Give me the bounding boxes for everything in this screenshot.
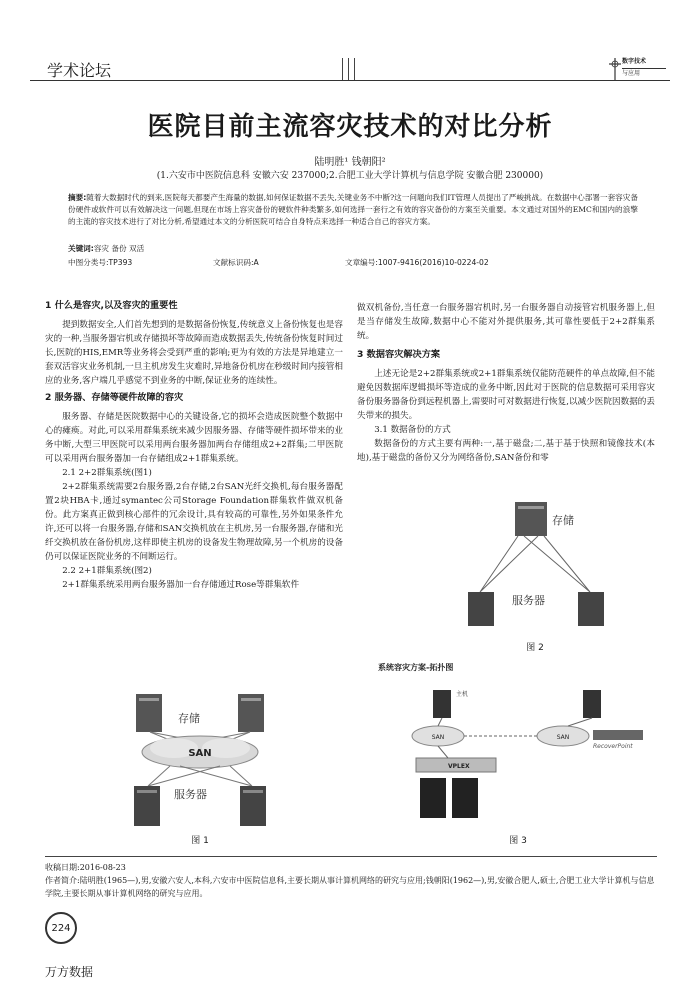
fig3-host-left [433,690,451,718]
subheading-3-1: 3.1 数据备份的方式 [374,425,451,435]
para-3: 2+2群集系统需要2台服务器,2台存储,2台SAN光纤交换机,每台服务器配置2块HBA卡,通过symantec公司Storage Foundation群集软件做双机备份。此方案真正做到核心部件的冗余设计,具有较高的可靠性,另外如果条件允许,还可以将一台服务器,存储和SAN交换机放在主机房,另一台服务器,存储和光纤交换机放在备份机房,这样即使主机房的设备发生物理故障,另一个机房的设备仍可以保证医院业务的不间断运行。 [45,482,343,562]
figure-3-caption: 图 3 [509,836,527,846]
fig3-san-label-left: SAN [431,734,445,741]
subheading-2-2: 2.2 2+1群集系统(图2) [62,566,152,576]
fig3-storage-2 [452,778,478,818]
fig3-san-label-right: SAN [556,734,570,741]
fig3-storage-1 [420,778,446,818]
brand-mark-icon [608,56,622,82]
doc-code: 文献标识码:A [213,258,259,267]
keywords-text: 容灾 备份 双活 [93,244,145,253]
section-label: 学术论坛 [47,61,112,80]
right-column [357,301,655,465]
keywords [68,243,144,254]
fig3-recoverpoint-device [593,730,643,740]
figure-3-diagram [378,660,658,830]
wanfang-watermark: 万方数据 [45,965,94,979]
affiliation: (1.六安市中医院信息科 安徽六安 237000;2.合肥工业大学计算机与信息学院 安徽合肥 230000) [156,171,544,181]
header-rule [30,80,670,81]
authors: 陆明胜¹ 钱朝阳² [314,157,386,168]
fig2-server-right [578,592,604,626]
fig2-server-left [468,592,494,626]
para-r3: 数据备份的方式主要有两种:一,基于磁盘;二,基于基于快照和镜像技术(本地),基于磁盘的备份又分为网络备份,SAN备份和零 [357,439,655,463]
para-1: 提到数据安全,人们首先想到的是数据备份恢复,传统意义上备份恢复也是容灾的一种,当服务器宕机或存储损坏等故障而造成数据丢失,传统备份恢复时间过长,医院的HIS,EMR等业务将会受到严重的影响;更为有效的方法是异地建立一套双活容灾业务机制,一旦主机房发生灾难时,异地备份机房在秒级时间内接管相应的业务,客户端几乎感觉不到业务的中断,保证业务的连续性。 [45,320,343,386]
keywords-label: 关键词: [68,244,94,253]
fig1-san-label: SAN [188,748,212,759]
heading-3: 3 数据容灾解决方案 [357,349,441,360]
fig1-server-label: 服务器 [174,788,207,801]
fig3-recoverpoint-label: RecoverPoint [593,743,633,750]
received-date: 收稿日期:2016-08-23 [45,863,126,872]
figure-1-diagram [120,690,280,830]
fig1-storage-label: 存储 [178,712,200,725]
fig2-server-label: 服务器 [512,594,545,607]
figure-2-diagram [450,500,620,630]
subheading-2-1: 2.1 2+2群集系统(图1) [62,468,152,478]
fig1-links-bottom [148,766,252,786]
fig3-vplex-label: VPLEX [448,763,470,770]
para-r2: 上述无论是2+2群集系统或2+1群集系统仅能防范硬件的单点故障,但不能避免因数据库逻辑损坏等造成的业务中断,因此对于医院的信息数据可采用容灾备份服务器备份到远程机器上,需要时可对数据进行恢复,以减少医院因数据的丢失带来的损失。 [357,369,655,421]
para-2: 服务器、存储是医院数据中心的关键设备,它的损坏会造成医院整个数据中心的瘫痪。对此,可以采用群集系统来减少因服务器、存储等硬件损坏带来的业务中断,大型三甲医院可以采用两台服务器加两台存储组成2+2群集;二甲医院可以采用两台服务器加一台存储组成2+1群集系统。 [45,412,343,464]
abstract [68,192,638,228]
brand-line2: 与应用 [622,68,666,79]
clc-number: 中图分类号:TP393 [68,258,133,267]
abstract-text: 随着大数据时代的到来,医院每天都要产生海量的数据,如何保证数据不丢失,关键业务不中断?这一问题向我们IT管理人员提出了严峻挑战。在数据中心部署一套容灾备份硬件或软件可以有效解决这一问题,但现在市场上容灾备份的硬软件种类繁多,如何选择一套行之有效的容灾备份的方案至关重要。本文通过对国外的EMC和国内的浪擎的主流的容灾技术进行了对比分析,希望通过本文的分析医院可结合自身特点来选择一种适合自己的容灾方案。 [68,193,638,226]
figure-1-caption: 图 1 [191,836,209,846]
para-r1: 做双机备份,当任意一台服务器宕机时,另一台服务器自动接管宕机服务器上,但是当存储发生故障,数据中心不能对外提供服务,其可靠性要低于2+2群集系统。 [357,303,655,341]
paper-title: 医院目前主流容灾技术的对比分析 [147,112,553,142]
header-divider-bars [340,58,358,80]
abstract-label: 摘要: [68,193,87,202]
heading-2: 2 服务器、存储等硬件故障的容灾 [45,392,184,403]
fig2-storage-label: 存储 [552,514,574,527]
journal-brand [608,56,670,82]
fig3-title: 系统容灾方案-拓扑图 [378,663,454,672]
fig2-links [480,536,590,592]
footnote-rule [45,856,657,857]
fig3-host-label: 主机 [456,691,469,698]
page-number-badge: 224 [45,912,77,944]
figure-2-caption: 图 2 [526,643,544,653]
brand-line1: 数字技术 [622,58,647,65]
author-bio: 作者简介:陆明胜(1965—),男,安徽六安人,本科,六安市中医院信息科,主要长期从事计算机网络的研究与应用;钱朝阳(1962—),男,安徽合肥人,硕士,合肥工业大学计算机与信息学院,主要长期从事计算机网络的研究与应用。 [45,876,655,898]
fig3-host-right [583,690,601,718]
article-number: 文章编号:1007-9416(2016)10-0224-02 [345,258,489,267]
fig1-storage-units [136,694,264,732]
left-column [45,296,343,592]
para-4: 2+1群集系统采用两台服务器加一台存储通过Rose等群集软件 [62,580,300,590]
heading-1: 1 什么是容灾,以及容灾的重要性 [45,300,178,311]
